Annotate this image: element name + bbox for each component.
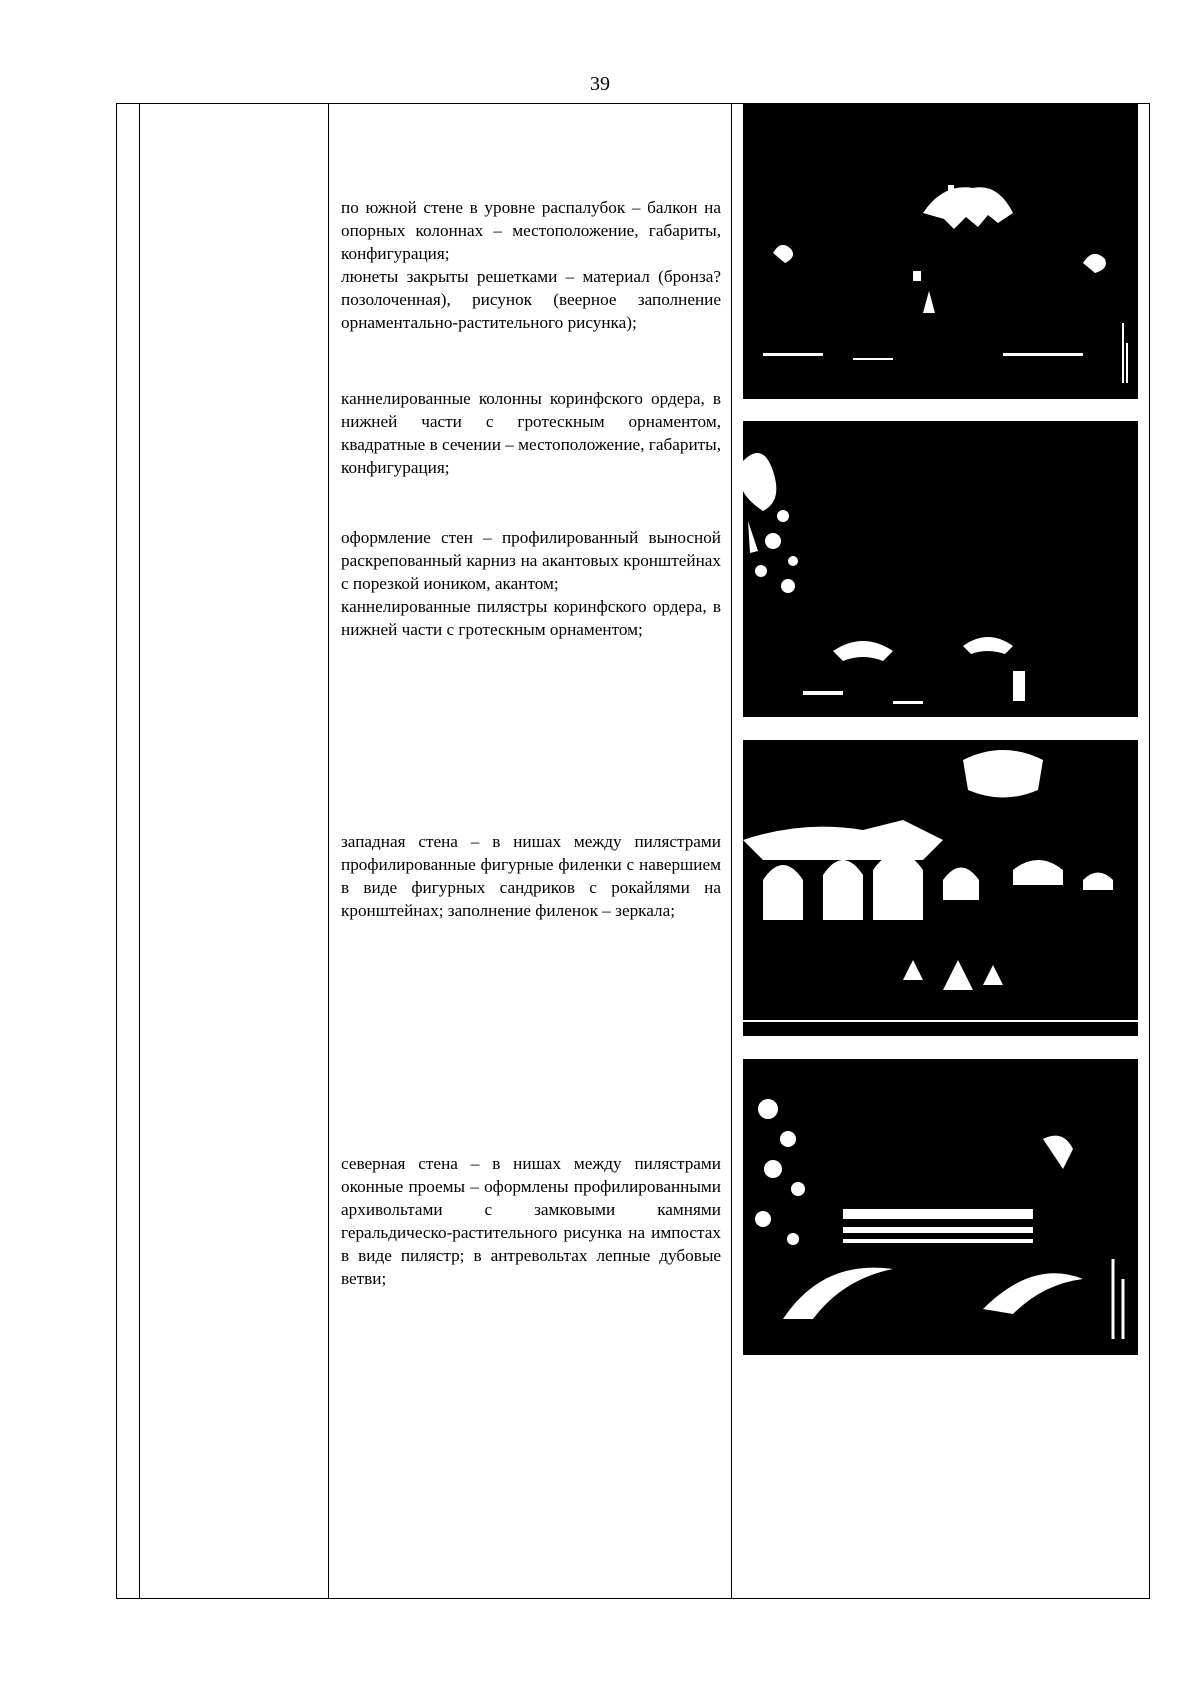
photo-north-wall-windows — [743, 1059, 1138, 1355]
entry-paragraph: по южной стене в уровне распалубок – балкон на опорных колоннах – местоположение, габариты, конфигурация; — [341, 198, 721, 263]
entry-west-wall — [341, 830, 721, 922]
column-divider — [328, 104, 329, 1598]
entry-paragraph: северная стена – в нишах между пилястрами оконные проемы – оформлены профилированными архивольтами с замковыми камнями геральдическо-растительного рисунка на импостах в виде пилястр; в антревольтах лепные дубовые ветви; — [341, 1154, 721, 1288]
entry-wall-decoration — [341, 526, 721, 641]
entry-columns — [341, 387, 721, 479]
photo-corinthian-columns — [743, 421, 1138, 717]
entry-paragraph: западная стена – в нишах между пилястрами профилированные фигурные филенки с навершием в виде фигурных сандриков с рокайлями на кронштейнах; заполнение филенок – зеркала; — [341, 832, 721, 920]
photo-balcony-chandelier — [743, 103, 1138, 399]
entry-paragraph: люнеты закрыты решетками – материал (бронза? позолоченная), рисунок (веерное заполнение орнаментально-растительного рисунка); — [341, 267, 721, 332]
entry-balcony-lunettes — [341, 196, 721, 334]
page-number: 39 — [590, 73, 610, 95]
entry-north-wall — [341, 1152, 721, 1290]
column-divider — [731, 104, 732, 1598]
entry-paragraph: оформление стен – профилированный выносной раскрепованный карниз на акантовых кронштейнах с порезкой иоником, акантом; — [341, 528, 721, 593]
column-divider — [139, 104, 140, 1598]
entry-paragraph: каннелированные пилястры коринфского ордера, в нижней части с гротескным орнаментом; — [341, 597, 721, 639]
photo-west-wall-mirrors — [743, 740, 1138, 1036]
entry-paragraph: каннелированные колонны коринфского ордера, в нижней части с гротескным орнаментом, квадратные в сечении – местоположение, габариты, конфигурация; — [341, 389, 721, 477]
